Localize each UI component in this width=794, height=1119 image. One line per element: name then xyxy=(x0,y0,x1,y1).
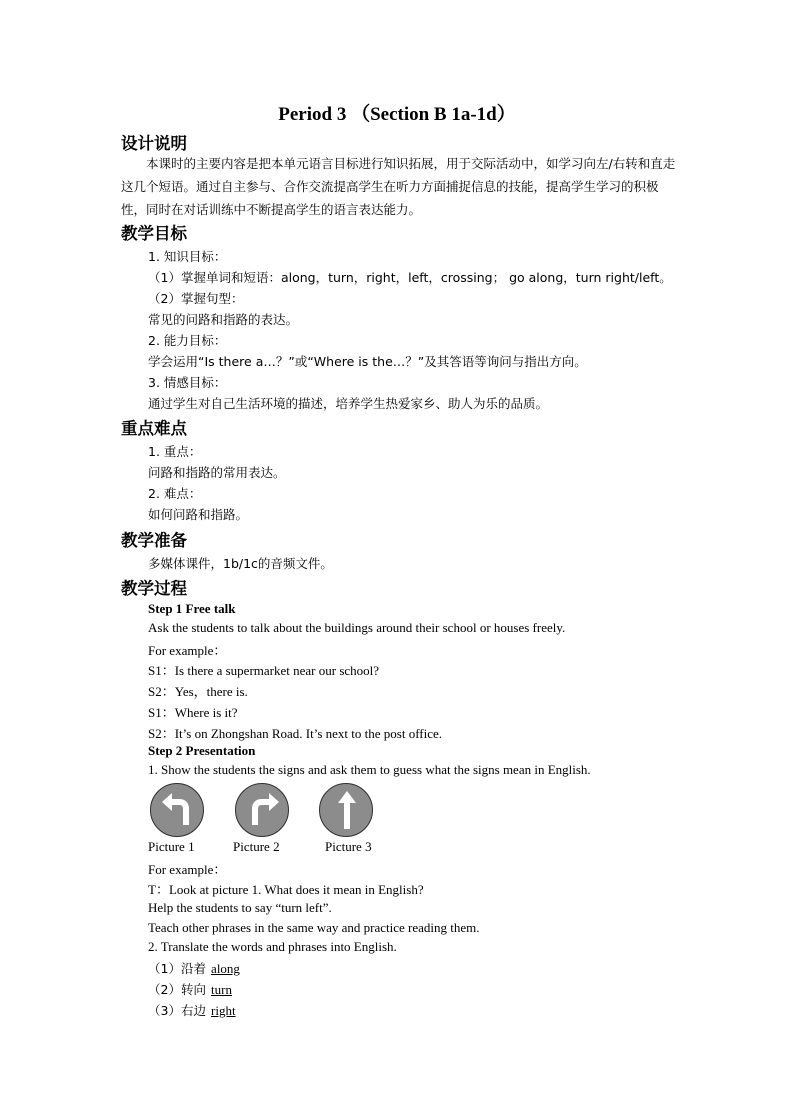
prep-heading: 教学准备 xyxy=(121,531,187,550)
goals-line: （1）掌握单词和短语：along，turn，right，left，crossing； go along，turn right/left。 xyxy=(148,270,672,285)
translation-prompt: （1）沿着 xyxy=(148,961,206,976)
process-heading: 教学过程 xyxy=(121,579,187,598)
translation-answer: right xyxy=(211,1003,236,1018)
design-paragraph: 本课时的主要内容是把本单元语言目标进行知识拓展，用于交际活动中，如学习向左/右转和直走这几个短语。通过自主参与、合作交流提高学生在听力方面捕捉信息的技能，提高学生学习的积极性，同时在对话训练中不断提高学生的语言表达能力。 xyxy=(121,156,676,217)
step2-title: Step 2 Presentation xyxy=(148,743,256,758)
goals-line: （2）掌握句型： xyxy=(148,291,244,306)
step2-line: 2. Translate the words and phrases into English. xyxy=(148,939,397,954)
prep-line: 多媒体课件，1b/1c的音频文件。 xyxy=(148,556,333,571)
design-heading: 设计说明 xyxy=(121,134,187,153)
goals-line: 通过学生对自己生活环境的描述，培养学生热爱家乡、助人为乐的品质。 xyxy=(148,396,549,411)
step1-line: For example： xyxy=(148,643,227,658)
goals-line: 1. 知识目标： xyxy=(148,249,227,264)
step2-line: T：Look at picture 1. What does it mean in English? xyxy=(148,882,424,897)
step1-line: Ask the students to talk about the buildings around their school or houses freely. xyxy=(148,620,566,635)
straight-arrow-icon xyxy=(319,783,373,837)
translation-item xyxy=(148,979,232,998)
step1-line: S1：Where is it? xyxy=(148,705,238,720)
goals-line: 常见的问路和指路的表达。 xyxy=(148,312,299,327)
translation-item xyxy=(148,958,240,977)
page-title: Period 3 （Section B 1a-1d） xyxy=(278,104,516,125)
translation-item xyxy=(148,1000,236,1019)
step2-line: Help the students to say “turn left”. xyxy=(148,900,332,915)
key-line: 2. 难点： xyxy=(148,486,202,501)
step2-line: For example： xyxy=(148,862,227,877)
key-line: 问路和指路的常用表达。 xyxy=(148,465,286,480)
translation-prompt: （2）转向 xyxy=(148,982,206,997)
step2-line: 1. Show the students the signs and ask them to guess what the signs mean in English. xyxy=(148,762,591,777)
translation-prompt: （3）右边 xyxy=(148,1003,206,1018)
translation-answer: along xyxy=(211,961,240,976)
step1-title: Step 1 Free talk xyxy=(148,601,236,616)
picture-label: Picture 1 xyxy=(148,839,195,854)
translation-answer: turn xyxy=(211,982,232,997)
key-heading: 重点难点 xyxy=(121,419,187,438)
picture-label: Picture 3 xyxy=(325,839,372,854)
goals-heading: 教学目标 xyxy=(121,224,187,243)
goals-line: 3. 情感目标： xyxy=(148,375,227,390)
step1-line: S2：It’s on Zhongshan Road. It’s next to the post office. xyxy=(148,726,443,741)
key-line: 1. 重点： xyxy=(148,444,202,459)
step2-line: Teach other phrases in the same way and practice reading them. xyxy=(148,920,480,935)
step1-line: S2：Yes，there is. xyxy=(148,684,248,699)
key-line: 如何问路和指路。 xyxy=(148,507,249,522)
turn-right-arrow-icon xyxy=(235,783,289,837)
step1-line: S1：Is there a supermarket near our school? xyxy=(148,663,380,678)
picture-label: Picture 2 xyxy=(233,839,280,854)
goals-line: 学会运用“Is there a…？”或“Where is the…？”及其答语等询问与指出方向。 xyxy=(148,354,587,369)
goals-line: 2. 能力目标： xyxy=(148,333,227,348)
turn-left-arrow-icon xyxy=(150,783,204,837)
